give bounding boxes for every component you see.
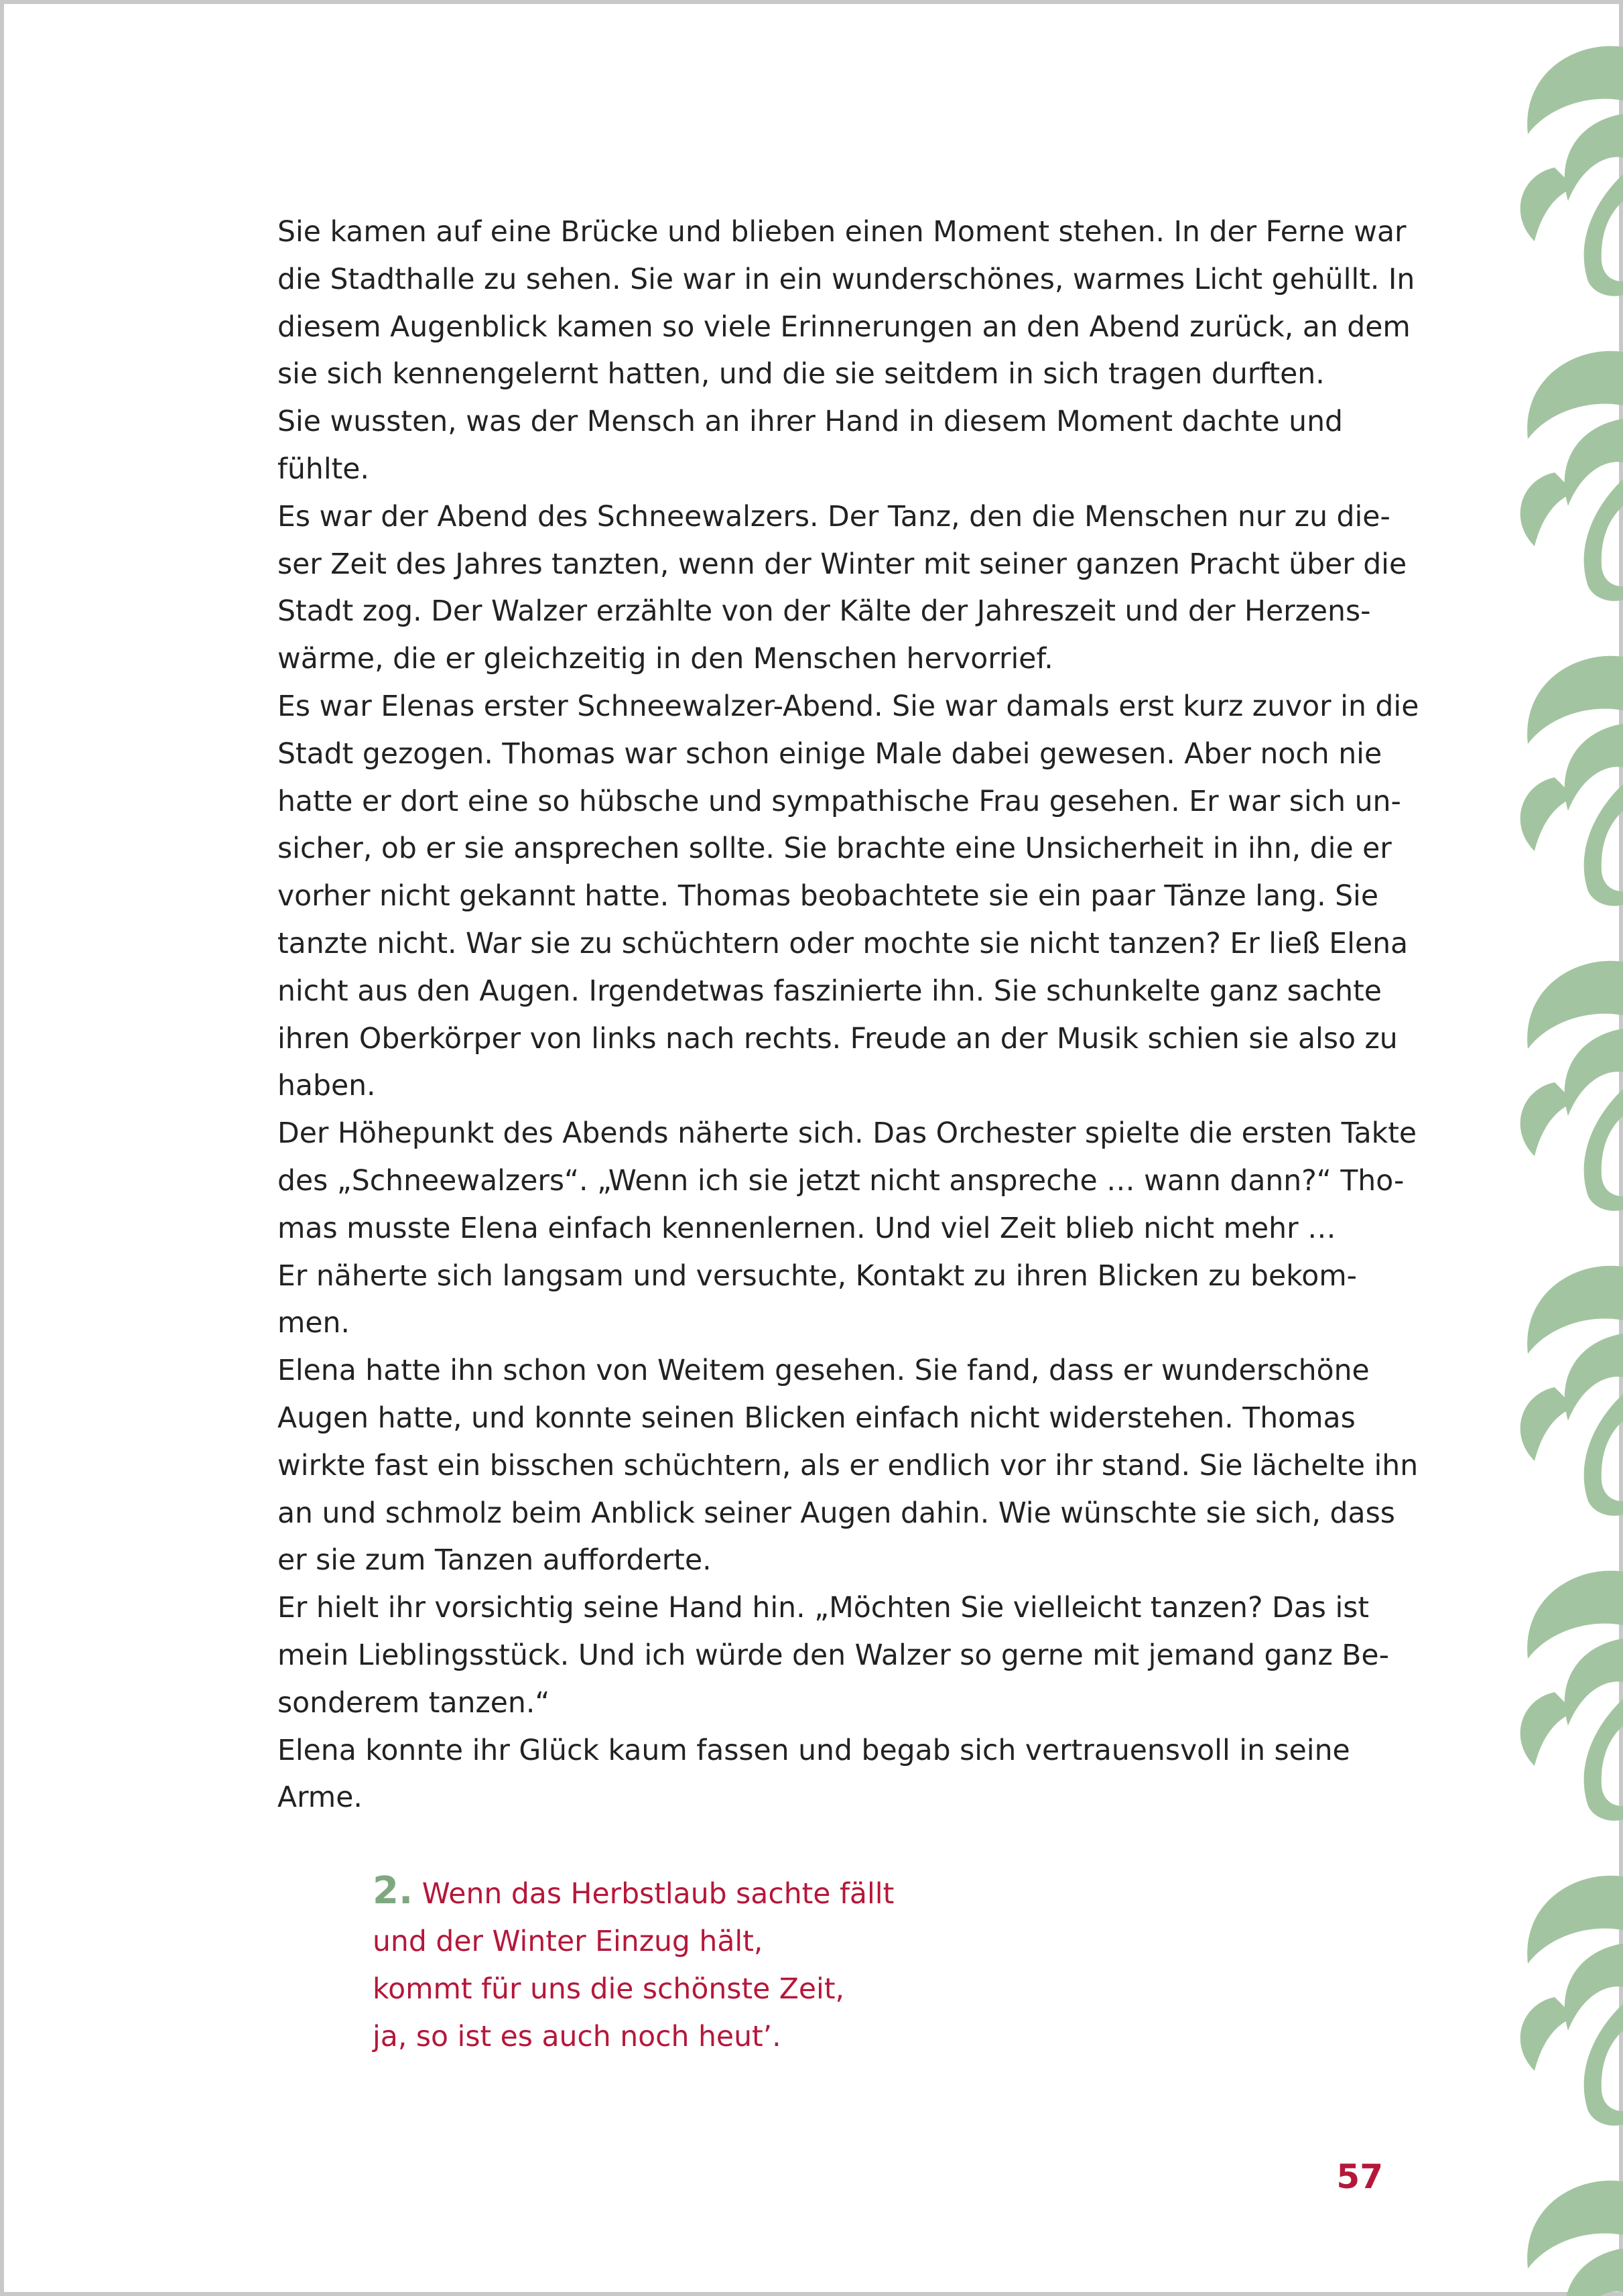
text-line: er sie zum Tanzen aufforderte. [277, 1544, 712, 1578]
page-number: 57 [1336, 2157, 1383, 2196]
text-line: Es war der Abend des Schneewalzers. Der Tanz, den die Menschen nur zu die- [277, 500, 1390, 533]
text-line: mein Lieblingsstück. Und ich würde den Walzer so gerne mit jemand ganz Be- [277, 1639, 1389, 1672]
text-line: haben. [277, 1070, 376, 1103]
floral-border-ornament [1474, 0, 1623, 2296]
text-line: ser Zeit des Jahres tanzten, wenn der Winter mit seiner ganzen Pracht über die [277, 548, 1407, 581]
verse-number: 2. [373, 1869, 413, 1913]
text-line: fühlte. [277, 452, 369, 486]
verse-line-1-text: Wenn das Herbstlaub sachte fällt [421, 1878, 895, 1911]
text-line: wirkte fast ein bisschen schüchtern, als er endlich vor ihr stand. Sie lächelte ihn [277, 1449, 1419, 1482]
text-line: Arme. [277, 1781, 363, 1815]
text-line: an und schmolz beim Anblick seiner Augen dahin. Wie wünschte sie sich, dass [277, 1496, 1395, 1530]
text-line: vorher nicht gekannt hatte. Thomas beobachtete sie ein paar Tänze lang. Sie [277, 880, 1379, 913]
text-line: Er hielt ihr vorsichtig seine Hand hin. „Möchten Sie vielleicht tanzen? Das ist [277, 1592, 1370, 1625]
verse-line-4: ja, so ist es auch noch heut’. [373, 2021, 781, 2053]
text-line: Augen hatte, und konnte seinen Blicken einfach nicht widerstehen. Thomas [277, 1401, 1356, 1435]
floral-leaf-icon [1520, 0, 1623, 2296]
text-line: Sie wussten, was der Mensch an ihrer Hand in diesem Moment dachte und [277, 405, 1343, 439]
verse-line-3: kommt für uns die schönste Zeit, [373, 1973, 845, 2006]
text-line: Elena konnte ihr Glück kaum fassen und begab sich vertrauensvoll in seine [277, 1734, 1350, 1767]
text-line: Sie kamen auf eine Brücke und blieben einen Moment stehen. In der Ferne war [277, 216, 1407, 249]
text-line: die Stadthalle zu sehen. Sie war in ein wunderschönes, warmes Licht gehüllt. In [277, 263, 1415, 296]
text-line: sicher, ob er sie ansprechen sollte. Sie brachte eine Unsicherheit in ihn, die er [277, 832, 1392, 866]
verse-line-2: und der Winter Einzug hält, [373, 1925, 763, 1958]
text-line: mas musste Elena einfach kennenlernen. Und viel Zeit blieb nicht mehr … [277, 1212, 1336, 1245]
verse-line-1 [373, 1867, 894, 1918]
text-line: diesem Augenblick kamen so viele Erinnerungen an den Abend zurück, an dem [277, 310, 1411, 344]
text-line: hatte er dort eine so hübsche und sympathische Frau gesehen. Er war sich un- [277, 785, 1401, 818]
text-line: sonderem tanzen.“ [277, 1686, 550, 1720]
text-line: sie sich kennengelernt hatten, und die sie seitdem in sich tragen durften. [277, 358, 1325, 391]
text-line: wärme, die er gleichzeitig in den Menschen hervorrief. [277, 643, 1053, 676]
text-line: Er näherte sich langsam und versuchte, Kontakt zu ihren Blicken zu bekom- [277, 1259, 1358, 1293]
text-line: nicht aus den Augen. Irgendetwas faszinierte ihn. Sie schunkelte ganz sachte [277, 974, 1382, 1008]
story-text [277, 209, 1419, 1822]
text-line: Der Höhepunkt des Abends näherte sich. Das Orchester spielte die ersten Takte [277, 1117, 1417, 1151]
text-line: des „Schneewalzers“. „Wenn ich sie jetzt nicht anspreche … wann dann?“ Tho- [277, 1164, 1405, 1198]
text-line: Es war Elenas erster Schneewalzer-Abend. Sie war damals erst kurz zuvor in die [277, 690, 1419, 723]
text-line: tanzte nicht. War sie zu schüchtern oder mochte sie nicht tanzen? Er ließ Elena [277, 927, 1409, 960]
text-line: ihren Oberkörper von links nach rechts. Freude an der Musik schien sie also zu [277, 1022, 1398, 1056]
text-line: Stadt gezogen. Thomas war schon einige Male dabei gewesen. Aber noch nie [277, 737, 1382, 771]
text-line: men. [277, 1307, 350, 1340]
text-line: Elena hatte ihn schon von Weitem gesehen. Sie fand, dass er wunderschöne [277, 1354, 1370, 1388]
text-line: Stadt zog. Der Walzer erzählte von der Kälte der Jahreszeit und der Herzens- [277, 595, 1371, 629]
song-verse [373, 1867, 894, 2061]
